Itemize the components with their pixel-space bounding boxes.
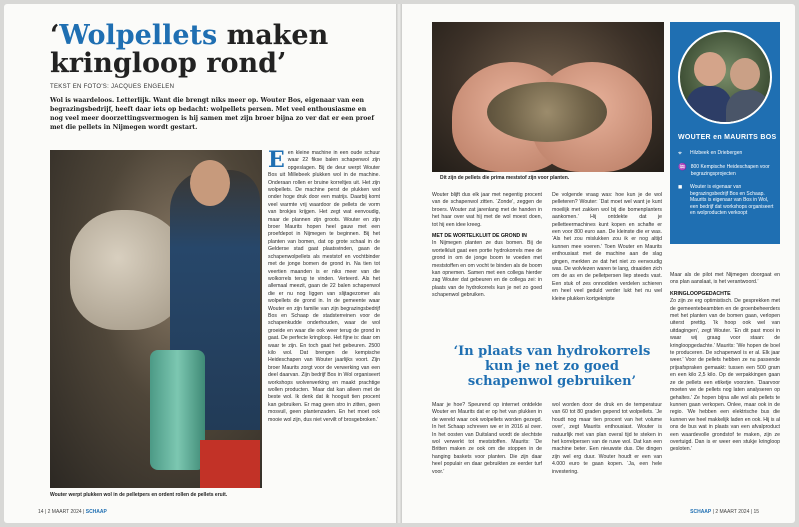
body-column-r3 (670, 272, 780, 504)
body-column-left (268, 150, 380, 490)
drop-cap: E (268, 150, 285, 173)
issue-date-left: 2 MAART 2024 (47, 509, 82, 515)
pellets-hands-photo (432, 22, 664, 172)
magazine-brand-right: SCHAAP (690, 509, 712, 515)
photo-caption-right: Dit zijn de pellets die prima meststof zijn voor planten. (440, 175, 570, 181)
profile-info-text: Wouter is eigenaar van begrazingsbedrijf Bos en Schaap. Maurits is eigenaar van Bos in Wol, een bedrijf dat workshops organiseert en wolproducten verkoopt (690, 184, 774, 216)
pellets-heap (487, 82, 607, 142)
intro-paragraph: Wol is waardeloos. Letterlijk. Want die brengt niks meer op. Wouter Bos, eigenaar van een begrazingsbedrijf, heeft daar iets op bedacht: wolpellets persen. Met veel enthousiasme en nog veel meer doorzettingsvermogen is hij samen met zijn broer bijna zo ver dat er een proef met die pellets in Nijmegen wordt gestart. (50, 97, 374, 131)
person-head-1 (694, 52, 726, 86)
red-crate (200, 440, 260, 488)
profile-sheep-text: 800 Kempische Heideschapen voor begrazingsprojecten (690, 164, 770, 177)
right-page (402, 4, 795, 523)
person-head-2 (730, 58, 760, 90)
issue-date-right: 2 MAART 2024 (715, 509, 750, 515)
magazine-brand-left: SCHAAP (85, 509, 107, 515)
profile-row-info (678, 184, 774, 217)
info-icon: ■ (678, 184, 683, 191)
pellet-machine (150, 350, 205, 470)
body-text-r1: Wouter blijft dus elk jaar met negentig procent van de schapenwol zitten. ‘Zonde’, zeggen de broers. Wouter zat jarenlang met de handen in het haar over wat hij met de wol moest doen, tot hij een idee kreeg. (432, 192, 542, 228)
page-number-right: 15 (753, 509, 759, 515)
title-quote: ‘ (50, 20, 60, 51)
body-text-r4: Maar je hoe? Speurend op internet ontdekte Wouter en Maurits dat er op het van plukken in de wereld waar ook wolpellets worden gezegd. In het Schaap schreven we er in 2016 al over. In het oosten van Duitsland wordt de slechtste wol verwerkt tot meststoffen. Maurits: ‘De Britten maken ze ook om die stoppen in de hanging baskets voor planten. Die zijn daar heel populair en daar gebruikten ze eerder turf voor.’ (432, 402, 542, 475)
profile-location-text: Hilzbeek en Driebergen (690, 150, 743, 156)
photo-caption-left: Wouter werpt plukken wol in de pelletpers en ordent rollen de pellets eruit. (50, 492, 228, 498)
profile-sidebar (670, 22, 780, 244)
body-text-r2: De volgende vraag was: hoe kun je de wol pelleteren? Wouter: ‘Dat moet wel want je kunt moeilijk met zakken wol bij die bomenplanters aankomen.’ Hij ontdekte dat je pelletteermachines kunt kopen en schafte er een voor 800 euro aan. De kleinste die er was. ‘Als het zou mislukken zou ik er nog altijd kunnen mee voeren.’ Toen Wouter en Maurits enthousiast met de machine aan de slag gingen, merkten ze dat het niet zo eenvoudig was. De wolvlezen waren te lang, draaiden zich om de as en de pelletpersen liep steeds vast. Een stuk of zes onnodiden verdelen schieren en heel veel geduld verder lukt het nu wel kleine plukken kortgeknipte (552, 192, 662, 302)
article-title (50, 22, 380, 78)
farmer-head (190, 160, 230, 206)
subhead-wortelkluit: MET DE WORTELKLUIT DE GROND IN (432, 233, 527, 240)
photo-credit: TEKST EN FOTO'S: JACQUES ENGELEN (50, 84, 175, 90)
pull-quote: ‘In plaats van hydrokorrels kun je net zo goed schapenwol gebruiken’ (453, 344, 651, 389)
body-text-r3: Zo zijn ze erg optimistisch. De gesprekken met de gemeentebeambten en de groenbeheerders met het planten van de bomen gaan, verlopen uiterst prettig. ‘Ik hoop ook wel van uitdagingen’, zegt Wouter. ‘En dit past mooi in waar wij graag voor staan: de kringloopgedachte.’ Maurits: ‘We hopen de boel te produceren. De schapenwol is er al. Elk jaar weer.’ Voor de pellets hebben ze nu passende prijsafspraken gemaakt: tussen een 500 gram en een kilo 2,5 kilo. Op de verpakkingen gaan ze de pellets een etiketje voorzien. ‘Daarvoor moeten we de pellets nog laten analyseren op gehaltes.’ Ze hopen bijna alle wol als pellets te kunnen gaan verkopen. Onlee, maar ook in de regio. ‘We hebben een elektrische bus die kunnen we heel makkelijk laden en ook. Hij is al ons de bus wat in plaats van een afvalproduct een waardevolle grondstof te maken, zijn ze overtuigd. Dan is er weer een stukje kringloop gesloten.’ (670, 298, 780, 453)
left-page (4, 4, 396, 523)
page-number-left: 14 (38, 509, 44, 515)
person-body-2 (726, 90, 770, 124)
subhead-kringloop: KRINGLOOPGEDACHTE (670, 290, 731, 297)
sheep-icon: ♒ (678, 164, 687, 171)
body-column-r4 (432, 402, 542, 504)
body-text-r1b: In Nijmegen planten ze dus bomen. Bij de wortelkluit gaat een portie hydrokorrels mee de grond in om de jonge boom te voeden met meststoffen en om vocht te binden als de boom kan opnemen. Samen met een collega hierder zag Wouter dat gebeuren en de collega zei: in plaats van de hydrokorrels kun je net zo goed schapenwol gebruiken. (432, 240, 542, 299)
body-column-r5 (552, 402, 662, 504)
title-rest: maken kringloop rond’ (50, 20, 329, 79)
title-accent-word: Wolpellets (59, 20, 218, 51)
brothers-portrait (678, 30, 772, 124)
folio-left: 14 | 2 MAART 2024 | SCHAAP (38, 509, 107, 515)
location-pin-icon: ⌖ (678, 150, 682, 157)
body-column-r1 (432, 192, 542, 340)
profile-row-sheep (678, 164, 774, 177)
profile-name: WOUTER en MAURITS BOS (678, 134, 777, 141)
folio-right: SCHAAP | 2 MAART 2024 | 15 (690, 509, 759, 515)
body-text-r5: wol worden door de druk en de temperatuur van 60 tot 80 graden gepend tot wolpellets. ‘Je houdt nog maar tien procent van het volume over’, zegt Maurits enthousiast. Wouter is natuurlijk met van plan overal tijd te steken in het korrelpersen van de ruwe wol. Dat kan een machine beter. Een nieuwste dus. Die dingen zijn wel erg duur. Wouter houdt er een van 4.000 euro te gaan kopen. ‘Ja, een hele investering. (552, 402, 662, 475)
profile-row-location (678, 150, 774, 157)
body-text-left: en kleine machine in een oude schuur waar 22 fikse balen schapenwol zijn opgeslagen. Bij de deur werpt Wouter Bos uit Millebeek plukken wol in de machine. Onderaan rollen er bruine korreltjes uit. Het zijn wolpellets. De machine perst de plukken wol onder hoge druk door een matrijs. Daarbij komt veel warmte vrij waardoor de pellets de vorm van brokjes krijgen. Het zegt wat eenvoudig, maar de plannen zijn groots. Wouter en zijn broer Maurits hopen heel gauw met een proefdepot in Nijmegen te beginnen. Bij het planten van bomen, dat op grote schaal in de Gelderse stad gaat plaatsvinden, gaan de schapenwolpellets als meststof en vochtbinder met de jonge bomen de grond in. Na tien tot veertien maanden is er niks meer van die wolkorrels terug te vinden. Verteerd. Als het allemaal meezit, gaan de 22 balen schapenwol die er nu nog liggen van slijtagezomer als wolpellets de grond in. In de gemeente waar Wouter en zijn familie van zijn begrazingsbedrijf Bos en Schaap de stadsterreinen voor de schapenkudde onderhouden, waar de wol groeide en waar die ook weer terug de grond in gaat. De perfecte kringloop. Het fijne is: daar om waar te zijn. En toch gaat het gebeuren. 2500 kilo wol. Dat brengen de kempische Heideschapen van Wouter jaarlijks voort. Zijn broer Maurits zorgt voor de verwerking van een deel daarvan. Zijn bedrijf Bos in Wol organiseert workshops wolverwerking en maakt prachtige wollen producten. ‘Maar dat kan alleen met de beste wol. Ik denk dat ik hooguit tien procent kan gebruiken. Er mag geen stro in zitten, geen mosvuil, geen plantenzaden. En het moet ook mooie wol zijn, dus niet vervilt of brosgebroken.’ (268, 150, 380, 423)
wool-machine-photo (50, 150, 262, 488)
body-text-r3a: Maar als de pilot met Nijmegen doorgaat en ons plan aanslaat, is het verantwoord.’ (670, 272, 780, 286)
body-column-r2 (552, 192, 662, 340)
